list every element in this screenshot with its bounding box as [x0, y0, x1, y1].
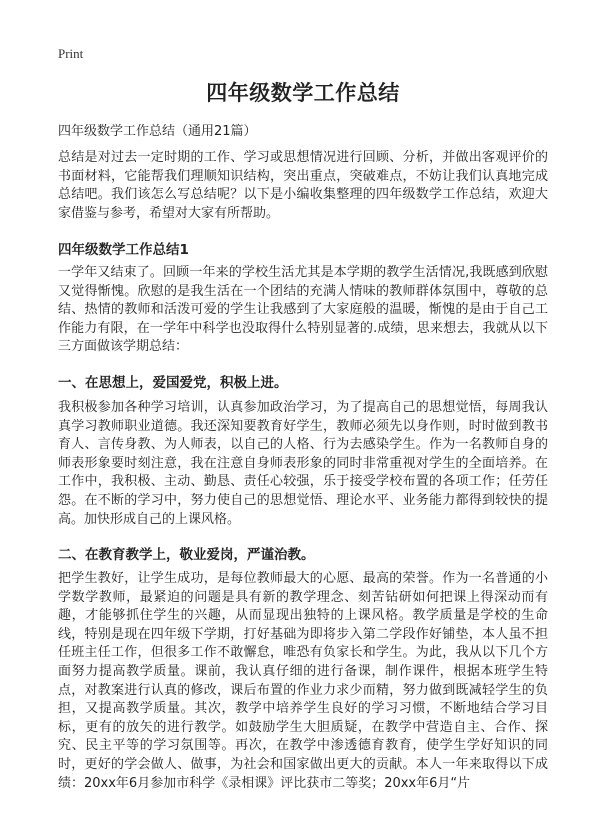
section-intro-paragraph: 一学年又结束了。回顾一年来的学校生活尤其是本学期的教学生活情况,我既感到欣慰又觉得惭愧。欣慰的是我生活在一个团结的充满人情味的教师群体氛围中，尊敬的总结、热情的教师和活泼可爱的学生让我感到了大家庭般的温暖，惭愧的是由于自己工作能力有限，在一学年中科学也没取得什么特别显著的.成绩，思来想去，我就从以下三方面做该学期总结：: [58, 265, 548, 355]
heading-teaching: 二、在教育教学上，敬业爱岗，严谨治教。: [58, 547, 315, 563]
section-title: 四年级数学工作总结1: [58, 242, 189, 258]
print-link[interactable]: Print: [58, 46, 84, 61]
teaching-paragraph: 把学生教好，让学生成功，是每位教师最大的心愿、最高的荣誉。作为一名普通的小学数学教师，最紧迫的问题是具有新的教学理念、刻苦钻研如何把课上得深动而有趣，才能够抓住学生的兴趣，从而显现出独特的上课风格。教学质量是学校的生命线，特别是现在四年级下学期，打好基础为即将步入第二学段作好铺垫，本人虽不担任班主任工作，但很多工作不敢懈怠，唯恐有负家长和学生。为此，我从以下几个方面努力提高教学质量。课前，我认真仔细的进行备课，制作课件，根据本班学生特点，对教案进行认真的修改，课后布置的作业力求少而精，努力做到既减轻学生的负担，又提高教学质量。其次，教学中培养学生良好的学习习惯，不断地结合学习目标，更有的放矢的进行教学。如鼓励学生大胆质疑，在教学中营造自主、合作、探究、民主平等的学习氛围等。再次，在教学中渗透德育教育，使学生学好知识的同时，更好的学会做人、做事，为社会和国家做出更大的贡献。本人一年来取得以下成绩：20xx年6月参加市科学《录相课》评比获市二等奖；20xx年6月“片: [58, 571, 548, 791]
heading-thought: 一、在思想上，爱国爱党，积极上进。: [58, 375, 288, 391]
intro-paragraph: 总结是对过去一定时期的工作、学习或思想情况进行回顾、分析，并做出客观评价的书面材料，它能帮我们理顺知识结构，突出重点，突破难点，不妨让我们认真地完成总结吧。我们该怎么写总结呢？以下是小编收集整理的四年级数学工作总结，欢迎大家借鉴与参考，希望对大家有所帮助。: [58, 150, 548, 221]
thought-paragraph: 我积极参加各种学习培训，认真参加政治学习，为了提高自己的思想觉悟，每周我认真学习教师职业道德。我还深知要教育好学生，教师必须先以身作则，时时做到教书育人、言传身教、为人师表，以自己的人格、行为去感染学生。作为一名教师自身的师表形象要时刻注意，我在注意自身师表形象的同时非常重视对学生的全面培养。在工作中，我积极、主动、勤恳、责任心较强，乐于接受学校布置的各项工作；任劳任怨。在不断的学习中，努力使自己的思想觉悟、理论水平、业务能力都得到较快的提高。加快形成自己的上课风格。: [58, 400, 548, 527]
document-subtitle: 四年级数学工作总结（通用21篇）: [58, 124, 257, 139]
page-title: 四年级数学工作总结: [206, 81, 400, 105]
